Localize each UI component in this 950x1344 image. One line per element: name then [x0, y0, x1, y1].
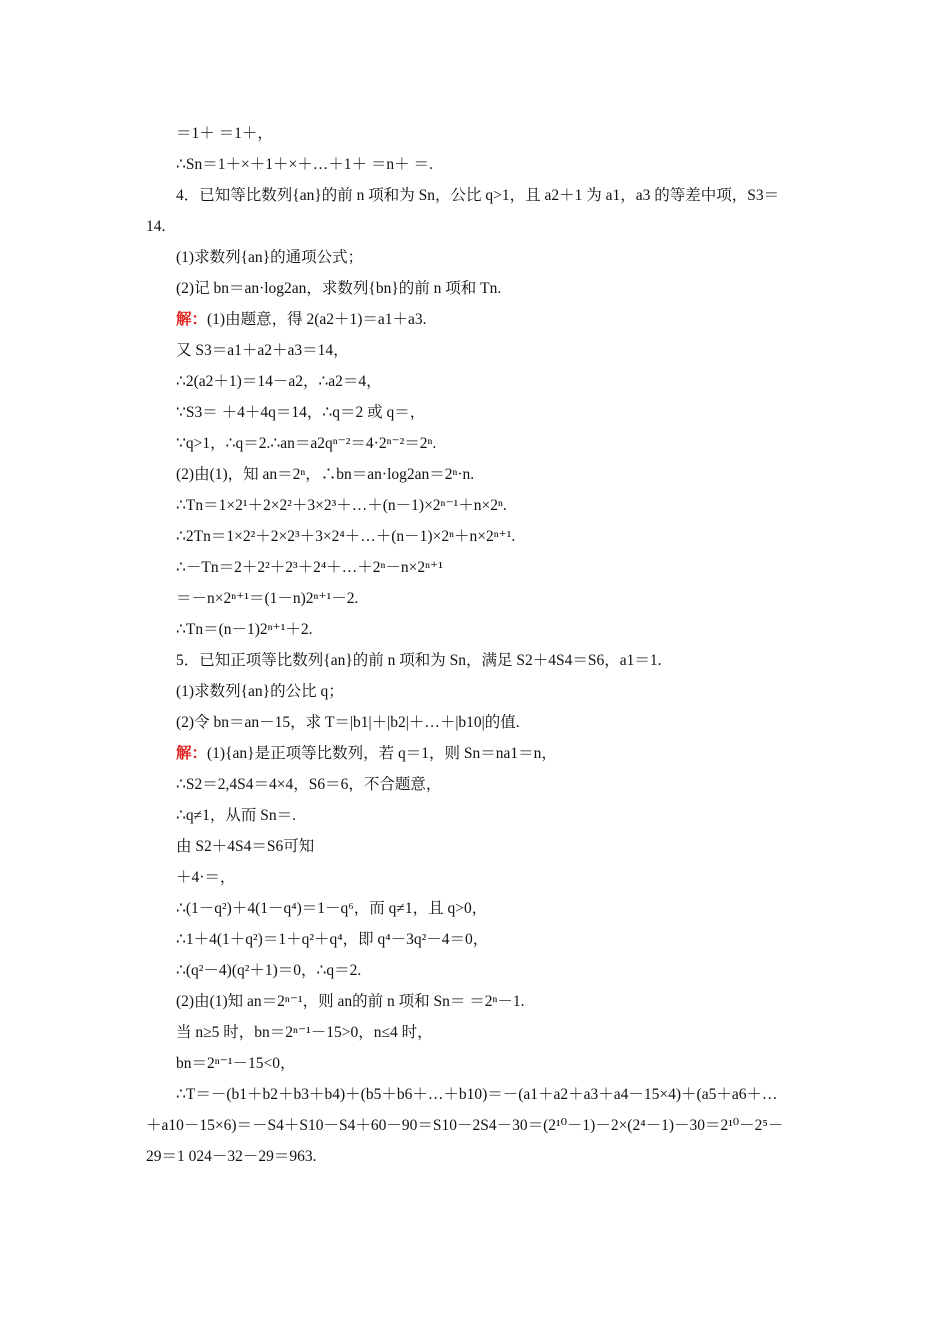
text-line: 由 S2＋4S4＝S6可知: [176, 838, 315, 855]
text-line: 当 n≥5 时，bn＝2ⁿ⁻¹－15>0，n≤4 时，: [176, 1024, 433, 1041]
text-line: ∵S3＝ ＋4＋4q＝14，∴q＝2 或 q＝，: [176, 404, 426, 421]
text-line: ∴Tn＝1×2¹＋2×2²＋3×2³＋…＋(n－1)×2ⁿ⁻¹＋n×2ⁿ.: [176, 497, 507, 514]
text-line: ∵q>1，∴q＝2.∴an＝a2qⁿ⁻²＝4·2ⁿ⁻²＝2ⁿ.: [176, 435, 437, 452]
question-part: (2)记 bn＝an·log2an，求数列{bn}的前 n 项和 Tn.: [176, 280, 502, 297]
text-line: ∴Sn＝1＋×＋1＋×＋…＋1＋ ＝n＋ ＝.: [176, 156, 433, 173]
text-line: ＋4·＝，: [176, 869, 236, 886]
text-line: ∴Tn＝(n－1)2ⁿ⁺¹＋2.: [176, 621, 313, 638]
text-line: 14.: [146, 218, 166, 235]
text-line: 又 S3＝a1＋a2＋a3＝14，: [176, 342, 349, 359]
text-line: ＝－n×2ⁿ⁺¹＝(1－n)2ⁿ⁺¹－2.: [176, 590, 359, 607]
text-span: (1)由题意，得 2(a2＋1)＝a1＋a3.: [207, 311, 427, 328]
problem-5-statement: 5．已知正项等比数列{an}的前 n 项和为 Sn，满足 S2＋4S4＝S6，a1＝1.: [176, 652, 662, 669]
text-line: ∴－Tn＝2＋2²＋2³＋2⁴＋…＋2ⁿ－n×2ⁿ⁺¹: [176, 559, 443, 576]
solution-label: 解：: [176, 745, 208, 762]
text-line: ∴2(a2＋1)＝14－a2，∴a2＝4，: [176, 373, 382, 390]
text-line: ∴S2＝2,4S4＝4×4，S6＝6，不合题意，: [176, 776, 442, 793]
text-line: ∴1＋4(1＋q²)＝1＋q²＋q⁴，即 q⁴－3q²－4＝0，: [176, 931, 489, 948]
solution-start: [176, 744, 557, 764]
text-line: ∴T＝－(b1＋b2＋b3＋b4)＋(b5＋b6＋…＋b10)＝－(a1＋a2＋a3＋a4－15×4)＋(a5＋a6＋…: [176, 1086, 778, 1103]
text-line: 29＝1 024－32－29＝963.: [146, 1148, 317, 1165]
problem-4-statement: 4．已知等比数列{an}的前 n 项和为 Sn，公比 q>1，且 a2＋1 为 a1，a3 的等差中项，S3＝: [176, 187, 780, 204]
text-line: (2)由(1)，知 an＝2ⁿ，∴bn＝an·log2an＝2ⁿ·n.: [176, 466, 475, 483]
solution-label: 解：: [176, 311, 208, 328]
text-line: (2)由(1)知 an＝2ⁿ⁻¹，则 an的前 n 项和 Sn＝ ＝2ⁿ－1.: [176, 993, 525, 1010]
question-part: (2)令 bn＝an－15，求 T＝|b1|＋|b2|＋…＋|b10|的值.: [176, 714, 520, 731]
text-span: (1){an}是正项等比数列，若 q＝1，则 Sn＝na1＝n，: [207, 745, 557, 762]
text-line: ∴(1－q²)＋4(1－q⁴)＝1－q⁶，而 q≠1，且 q>0，: [176, 900, 488, 917]
text-line: ∴2Tn＝1×2²＋2×2³＋3×2⁴＋…＋(n－1)×2ⁿ＋n×2ⁿ⁺¹.: [176, 528, 516, 545]
question-part: (1)求数列{an}的公比 q；: [176, 683, 344, 700]
text-line: ∴(q²－4)(q²＋1)＝0，∴q＝2.: [176, 962, 362, 979]
text-line: ＝1＋ ＝1＋，: [176, 125, 273, 142]
text-line: ＋a10－15×6)＝－S4＋S10－S4＋60－90＝S10－2S4－30＝(2¹⁰－1)－2×(2⁴－1)－30＝2¹⁰－2⁵－: [146, 1117, 784, 1134]
text-line: bn＝2ⁿ⁻¹－15<0，: [176, 1055, 296, 1072]
question-part: (1)求数列{an}的通项公式；: [176, 249, 364, 266]
text-line: ∴q≠1，从而 Sn＝.: [176, 807, 296, 824]
solution-start: [176, 310, 427, 330]
